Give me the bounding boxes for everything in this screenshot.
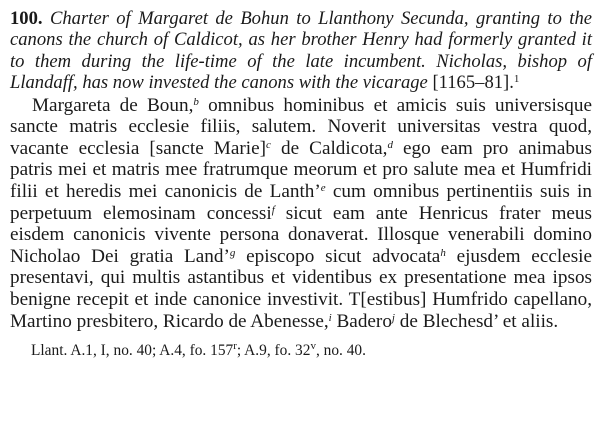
textual-note-mark: j [391, 311, 395, 324]
textual-note-mark: b [193, 95, 199, 108]
entry-title: Charter of Margaret de Bohun to Llanthony Secunda, granting to the canons the church of Caldicot, as her brother Henry had formerly granted it to them during the life-time of the late incumbent. Nicholas, bishop of Llandaff, has now invested the canons with the vicarage [10, 8, 592, 94]
charter-segment: Badero [331, 310, 392, 332]
textual-note-mark: g [229, 246, 236, 259]
charter-segment: omnibus hominibus et amicis suis universisque sancte matris ecclesie filiis, salutem. Noverit universitas vestra quod, vacante ecclesia [sancte Marie] [10, 94, 592, 159]
textual-note-mark: f [271, 203, 275, 216]
charter-segment: de Caldicota, [270, 137, 388, 159]
source-segment: Llant. A.1, I, no. 40; A.4, fo. 157 [31, 342, 234, 360]
verso-mark: v [310, 340, 316, 353]
footnote-mark: 1 [513, 73, 520, 86]
source-citation [31, 342, 592, 360]
charter-segment: sicut eam ante Henricus frater meus eisdem canonicis vivente persona donaverat. Illosque venerabili domino Nicholao Dei gratia Land’ [10, 202, 592, 267]
textual-note-mark: e [320, 182, 326, 194]
textual-note-mark: d [387, 138, 393, 151]
charter-segment: ejusdem ecclesie presentavi, qui multis astantibus et videntibus ex presentatione mea ipsos benigne recepit et inde canonice investivit. T[estibus] Humfrido capellano, Martino presbitero, Ricardo de Abenesse, [10, 245, 593, 332]
entry-number: 100. [10, 8, 43, 29]
textual-note-mark: h [440, 246, 446, 259]
charter-segment: de Blechesd’ et aliis. [394, 310, 559, 332]
charter-text [10, 95, 592, 333]
charter-segment: Margareta de Boun, [32, 94, 194, 116]
textual-note-mark: i [328, 311, 332, 324]
entry-date: [1165–81]. [432, 72, 514, 94]
textual-note-mark: c [266, 138, 271, 151]
charter-segment: episcopo sicut advocata [235, 245, 441, 267]
source-segment: ; A.9, fo. 32 [236, 342, 311, 360]
recto-mark: r [233, 340, 237, 353]
charter-segment: cum omnibus pertinentiis suis in perpetuum elemosinam concessi [10, 181, 592, 224]
source-segment: , no. 40. [315, 342, 366, 360]
charter-segment: ego eam pro animabus patris mei et matris mee fratrumque meorum et pro salute mea et Humfridi filii et heredis mei canonicis de Lanth’ [10, 137, 592, 202]
entry-heading [10, 8, 592, 94]
